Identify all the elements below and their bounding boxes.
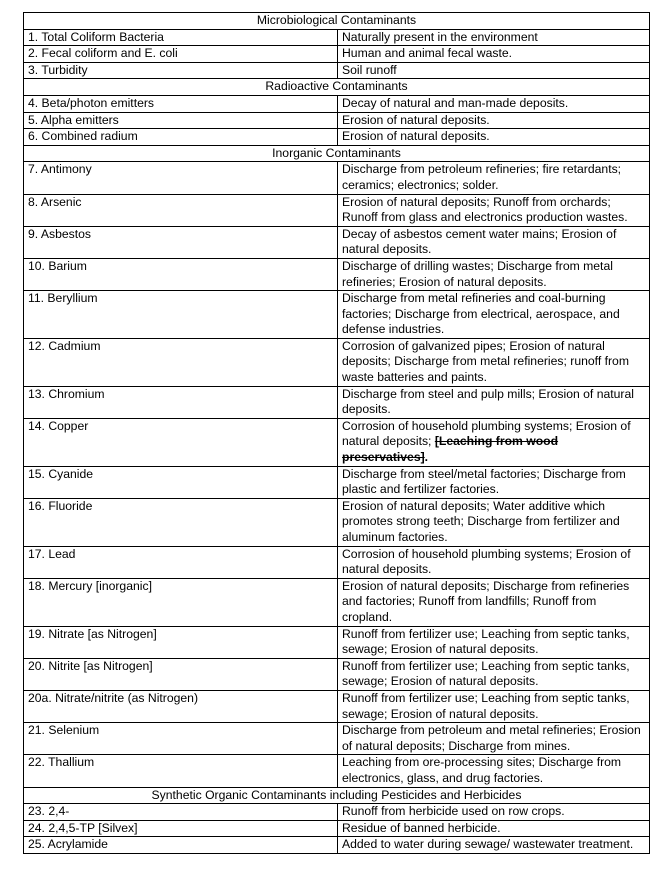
table-row [24, 820, 650, 837]
contaminant-source: Runoff from fertilizer use; Leaching from septic tanks, sewage; Erosion of natural deposits. [338, 626, 650, 658]
contaminant-name: 11. Beryllium [24, 291, 338, 339]
contaminant-name: 9. Asbestos [24, 226, 338, 258]
contaminant-source: Discharge of drilling wastes; Discharge from metal refineries; Erosion of natural deposits. [338, 258, 650, 290]
contaminant-name: 4. Beta/photon emitters [24, 95, 338, 112]
table-row [24, 418, 650, 466]
contaminant-source: Erosion of natural deposits; Runoff from orchards; Runoff from glass and electronics production wastes. [338, 194, 650, 226]
contaminant-source: Runoff from herbicide used on row crops. [338, 804, 650, 821]
table-row [24, 466, 650, 498]
table-row [24, 46, 650, 63]
table-row [24, 112, 650, 129]
contaminant-name: 25. Acrylamide [24, 837, 338, 854]
contaminant-name: 24. 2,4,5-TP [Silvex] [24, 820, 338, 837]
contaminant-name: 6. Combined radium [24, 129, 338, 146]
contaminants-table [23, 12, 650, 854]
contaminant-source: Runoff from fertilizer use; Leaching from septic tanks, sewage; Erosion of natural deposits. [338, 690, 650, 722]
table-row [24, 658, 650, 690]
table-row [24, 498, 650, 546]
contaminant-name: 23. 2,4- [24, 804, 338, 821]
contaminant-source: Runoff from fertilizer use; Leaching from septic tanks, sewage; Erosion of natural deposits. [338, 658, 650, 690]
table-row [24, 29, 650, 46]
contaminant-name: 21. Selenium [24, 723, 338, 755]
contaminant-source: Erosion of natural deposits. [338, 112, 650, 129]
struck-text: [Leaching from wood preservatives] [342, 434, 559, 465]
contaminant-source: Soil runoff [338, 62, 650, 79]
contaminant-name: 20. Nitrite [as Nitrogen] [24, 658, 338, 690]
table-row [24, 194, 650, 226]
section-title: Inorganic Contaminants [24, 145, 650, 162]
contaminant-source: Discharge from steel and pulp mills; Erosion of natural deposits. [338, 386, 650, 418]
contaminant-name: 12. Cadmium [24, 338, 338, 386]
table-row [24, 837, 650, 854]
contaminant-source: Corrosion of galvanized pipes; Erosion of natural deposits; Discharge from metal refineries; runoff from waste batteries and paints. [338, 338, 650, 386]
table-row [24, 62, 650, 79]
table-row [24, 626, 650, 658]
contaminant-name: 17. Lead [24, 546, 338, 578]
contaminant-name: 2. Fecal coliform and E. coli [24, 46, 338, 63]
source-text-end: . [424, 450, 429, 465]
contaminant-source: Added to water during sewage/ wastewater treatment. [338, 837, 650, 854]
table-row [24, 226, 650, 258]
contaminant-source: Discharge from petroleum refineries; fire retardants; ceramics; electronics; solder. [338, 162, 650, 194]
table-row [24, 804, 650, 821]
section-header-row [24, 787, 650, 804]
contaminant-source: Human and animal fecal waste. [338, 46, 650, 63]
table-row [24, 578, 650, 626]
contaminant-source: Discharge from steel/metal factories; Discharge from plastic and fertilizer factories. [338, 466, 650, 498]
contaminant-name: 1. Total Coliform Bacteria [24, 29, 338, 46]
contaminant-name: 18. Mercury [inorganic] [24, 578, 338, 626]
table-row [24, 723, 650, 755]
table-row [24, 291, 650, 339]
contaminant-name: 15. Cyanide [24, 466, 338, 498]
contaminant-source: Erosion of natural deposits. [338, 129, 650, 146]
table-row [24, 338, 650, 386]
contaminant-source: Erosion of natural deposits; Water additive which promotes strong teeth; Discharge from fertilizer and aluminum factories. [338, 498, 650, 546]
contaminant-source: Decay of asbestos cement water mains; Erosion of natural deposits. [338, 226, 650, 258]
source-text: Corrosion of household plumbing systems; Erosion of natural deposits; [342, 418, 631, 449]
contaminant-source: Discharge from metal refineries and coal-burning factories; Discharge from electrical, aerospace, and defense industries. [338, 291, 650, 339]
contaminant-name: 20a. Nitrate/nitrite (as Nitrogen) [24, 690, 338, 722]
contaminant-name: 10. Barium [24, 258, 338, 290]
table-row [24, 258, 650, 290]
section-title: Microbiological Contaminants [24, 13, 650, 30]
contaminant-source: Corrosion of household plumbing systems; Erosion of natural deposits. [338, 546, 650, 578]
contaminant-name: 8. Arsenic [24, 194, 338, 226]
section-header-row [24, 79, 650, 96]
contaminant-name: 16. Fluoride [24, 498, 338, 546]
table-row [24, 386, 650, 418]
contaminant-source: Naturally present in the environment [338, 29, 650, 46]
section-header-row [24, 145, 650, 162]
contaminant-source: Residue of banned herbicide. [338, 820, 650, 837]
contaminant-name: 14. Copper [24, 418, 338, 466]
table-row [24, 129, 650, 146]
contaminant-source: Discharge from petroleum and metal refineries; Erosion of natural deposits; Discharge from mines. [338, 723, 650, 755]
contaminant-name: 5. Alpha emitters [24, 112, 338, 129]
contaminant-source [338, 418, 650, 466]
contaminant-source: Leaching from ore-processing sites; Discharge from electronics, glass, and drug factories. [338, 755, 650, 787]
contaminant-name: 13. Chromium [24, 386, 338, 418]
table-row [24, 95, 650, 112]
section-header-row [24, 13, 650, 30]
contaminant-name: 19. Nitrate [as Nitrogen] [24, 626, 338, 658]
contaminant-name: 7. Antimony [24, 162, 338, 194]
table-row [24, 162, 650, 194]
contaminant-source: Erosion of natural deposits; Discharge from refineries and factories; Runoff from landfills; Runoff from cropland. [338, 578, 650, 626]
section-title: Radioactive Contaminants [24, 79, 650, 96]
section-title: Synthetic Organic Contaminants including Pesticides and Herbicides [24, 787, 650, 804]
contaminants-table-body [24, 13, 650, 854]
table-row [24, 755, 650, 787]
table-row [24, 546, 650, 578]
contaminant-name: 22. Thallium [24, 755, 338, 787]
table-row [24, 690, 650, 722]
contaminant-name: 3. Turbidity [24, 62, 338, 79]
contaminant-source: Decay of natural and man-made deposits. [338, 95, 650, 112]
